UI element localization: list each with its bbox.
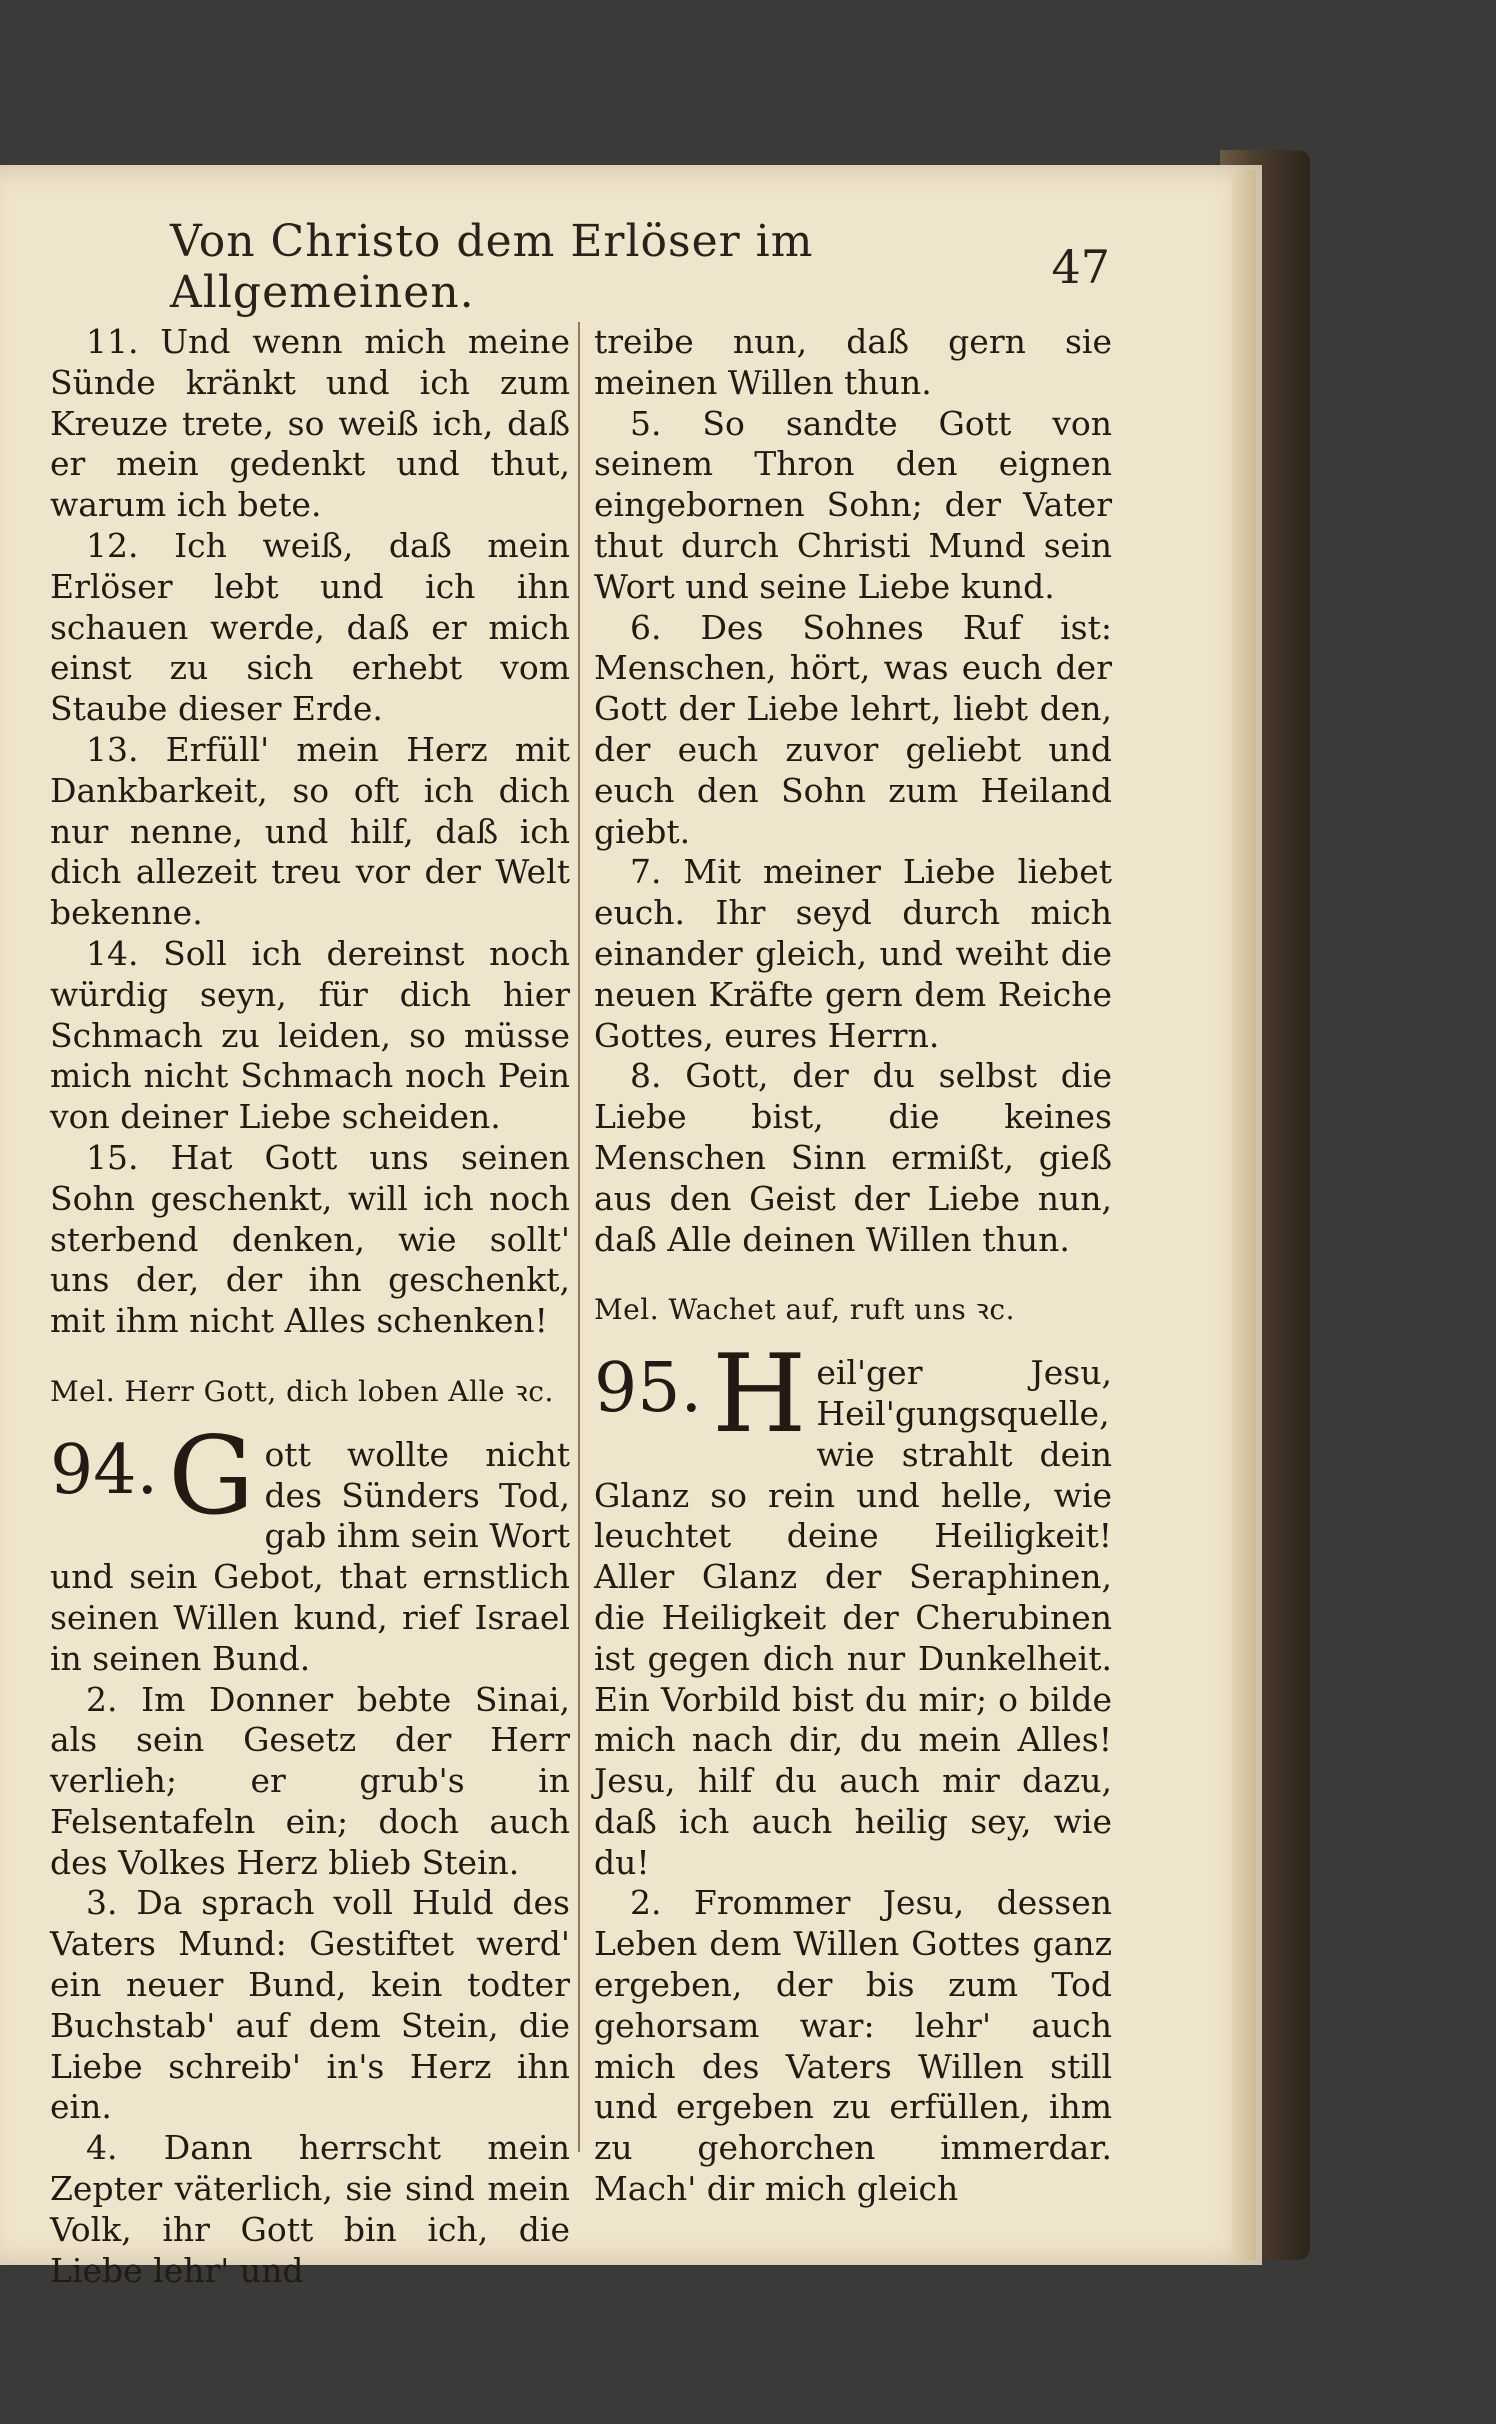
verse: 5. So sandte Gott von seinem Thron den eignen eingebornen Sohn; der Vater thut durch Christi Mund sein Wort und seine Liebe kund.: [594, 403, 1112, 606]
verse: 2. Frommer Jesu, dessen Leben dem Willen Gottes ganz ergeben, der bis zum Tod gehorsam war: lehr' auch mich des Vaters Willen still und ergeben zu erfüllen, ihm zu gehorchen immerdar. Mach' dir mich gleich: [594, 1883, 1112, 2209]
hymn-first-verse: [594, 1332, 1112, 1883]
left-column: [50, 322, 570, 2291]
verse: 13. Erfüll' mein Herz mit Dankbarkeit, so oft ich dich nur nenne, und hilf, daß ich dich allezeit treu vor der Welt bekenne.: [50, 729, 570, 933]
running-title: Von Christo dem Erlöser im Allgemeinen.: [170, 216, 814, 318]
melody-line: Mel. Wachet auf, ruft uns ꝛc.: [594, 1293, 1015, 1327]
page-number: 47: [1051, 240, 1110, 294]
verse: 15. Hat Gott uns seinen Sohn geschenkt, will ich noch sterbend denken, wie sollt' uns der, der ihn geschenkt, mit ihm nicht Alles schenken!: [50, 1137, 570, 1341]
verse: 12. Ich weiß, daß mein Erlöser lebt und ich ihn schauen werde, daß er mich einst zu sich erhebt vom Staube dieser Erde.: [50, 525, 570, 729]
page-gutter-shade: [1232, 170, 1256, 2260]
verse: 6. Des Sohnes Ruf ist: Menschen, hört, was euch der Gott der Liebe lehrt, liebt den, der euch zuvor geliebt und euch den Sohn zum Heiland giebt.: [594, 607, 1112, 851]
column-divider: [578, 322, 580, 2152]
page-header: [170, 216, 1110, 318]
drop-initial: H: [712, 1332, 807, 1458]
hymn-number: 94.: [50, 1430, 159, 1510]
verse: 4. Dann herrscht mein Zepter väterlich, sie sind mein Volk, ihr Gott bin ich, die Liebe lehr' und: [50, 2128, 570, 2290]
verse: 14. Soll ich dereinst noch würdig seyn, für dich hier Schmach zu leiden, so müsse mich nicht Schmach noch Pein von deiner Liebe scheiden.: [50, 933, 570, 1137]
hymn-first-verse-text: ott wollte nicht des Sünders Tod, gab ihm sein Wort und sein Gebot, that ernstlich seinen Willen kund, rief Israel in seinen Bund.: [50, 1434, 570, 1678]
hymn-first-verse: [50, 1413, 570, 1680]
verse: 3. Da sprach voll Huld des Vaters Mund: Gestiftet werd' ein neuer Bund, kein todter Buchstab' auf dem Stein, die Liebe schreib' in's Herz ihn ein.: [50, 1883, 570, 2127]
hymn-number: 95.: [594, 1349, 703, 1429]
verse-continuation: treibe nun, daß gern sie meinen Willen thun.: [594, 322, 1112, 402]
verse: 8. Gott, der du selbst die Liebe bist, die keines Menschen Sinn ermißt, gieß aus den Geist der Liebe nun, daß Alle deinen Willen thun.: [594, 1056, 1112, 1259]
verse: 2. Im Donner bebte Sinai, als sein Gesetz der Herr verlieh; er grub's in Felsentafeln ein; doch auch des Volkes Herz blieb Stein.: [50, 1679, 570, 1882]
verse: 11. Und wenn mich meine Sünde kränkt und ich zum Kreuze trete, so weiß ich, daß er mein gedenkt und thut, warum ich bete.: [50, 322, 570, 525]
right-column: [594, 322, 1112, 2210]
verse: 7. Mit meiner Liebe liebet euch. Ihr seyd durch mich einander gleich, und weiht die neuen Kräfte gern dem Reiche Gottes, eures Herrn.: [594, 852, 1112, 1055]
melody-line: Mel. Herr Gott, dich loben Alle ꝛc.: [50, 1374, 554, 1408]
drop-initial: G: [168, 1413, 255, 1539]
hymn-first-verse-text: eil'ger Jesu, Heil'gungsquelle, wie strahlt dein Glanz so rein und helle, wie leuchtet deine Heiligkeit! Aller Glanz der Seraphinen, die Heiligkeit der Cherubinen ist gegen dich nur Dunkelheit. Ein Vorbild bist du mir; o bilde mich nach dir, du mein Alles! Jesu, hilf du auch mir dazu, daß ich auch heilig sey, wie du!: [594, 1353, 1112, 1882]
